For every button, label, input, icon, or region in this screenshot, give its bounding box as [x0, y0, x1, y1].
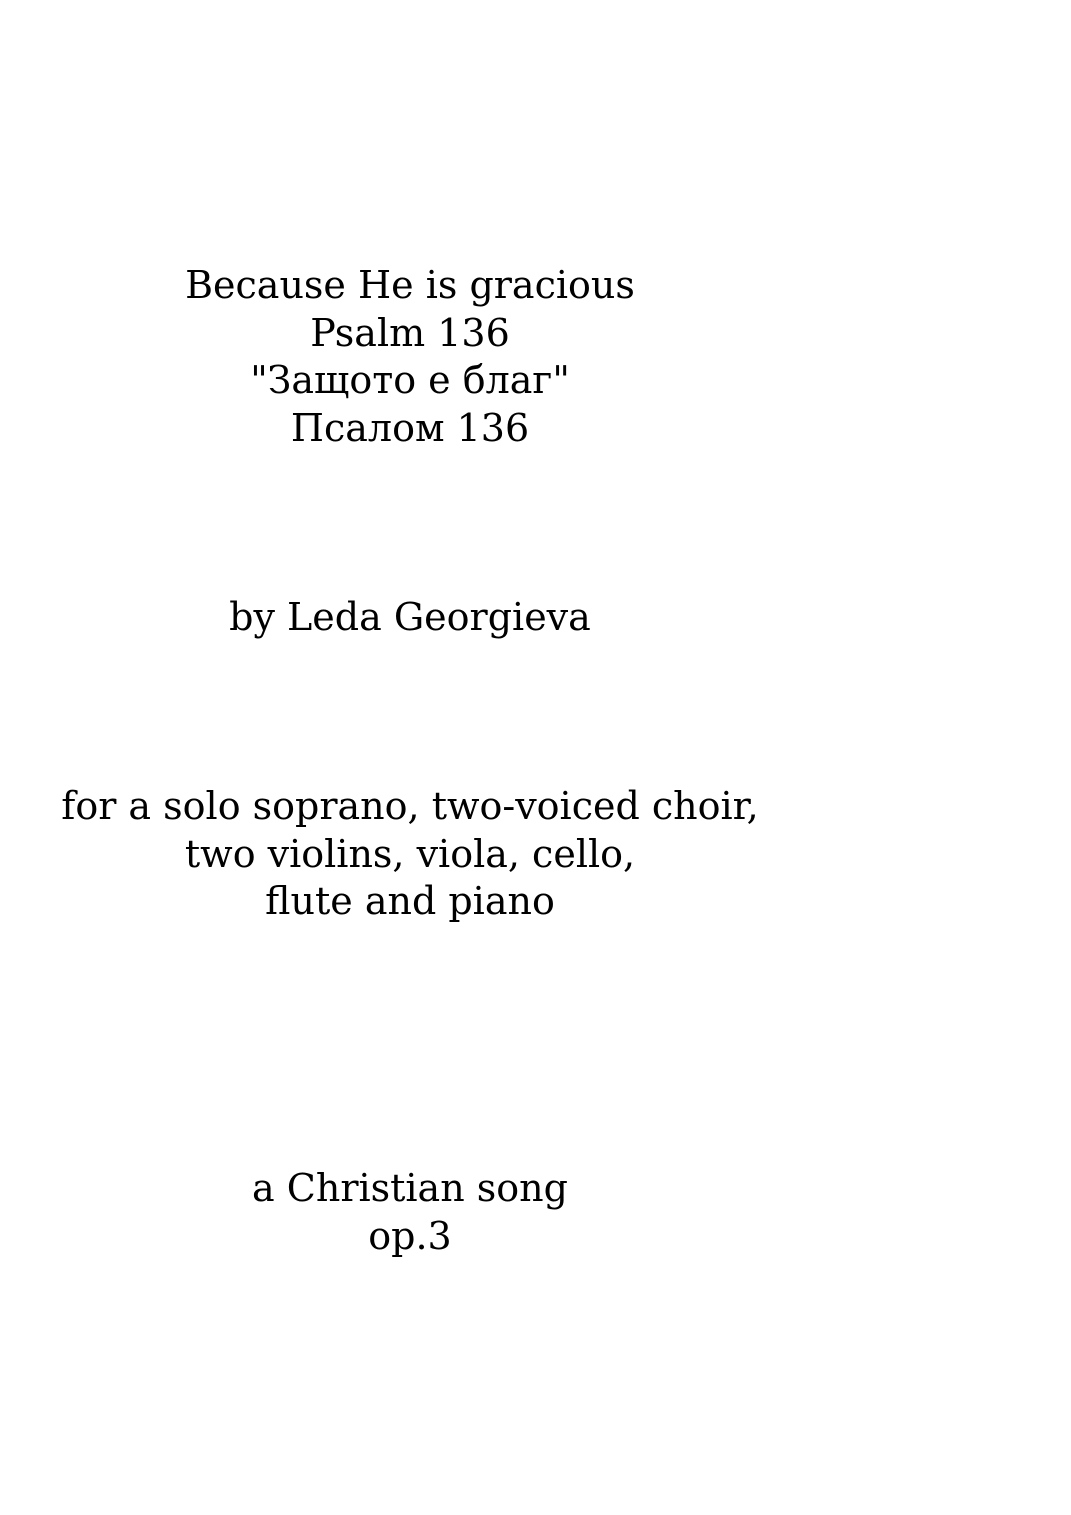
author-block	[0, 594, 820, 642]
instrumentation-block	[0, 783, 820, 926]
opus-line: op.3	[368, 1213, 452, 1258]
title-block	[0, 262, 820, 452]
instrumentation-line-2: two violins, viola, cello,	[184, 831, 636, 876]
title-english: Because He is gracious	[185, 263, 635, 307]
subtitle-block	[0, 1165, 820, 1260]
psalm-bulgarian: Псалом 136	[290, 405, 530, 450]
author-line: by Leda Georgieva	[229, 595, 591, 639]
instrumentation-line-1: for a solo soprano, two-voiced choir,	[61, 784, 759, 828]
genre-line: a Christian song	[252, 1166, 568, 1210]
psalm-english: Psalm 136	[310, 310, 510, 355]
title-bulgarian: "Защото е благ"	[250, 358, 570, 402]
instrumentation-line-3: flute and piano	[265, 879, 555, 923]
